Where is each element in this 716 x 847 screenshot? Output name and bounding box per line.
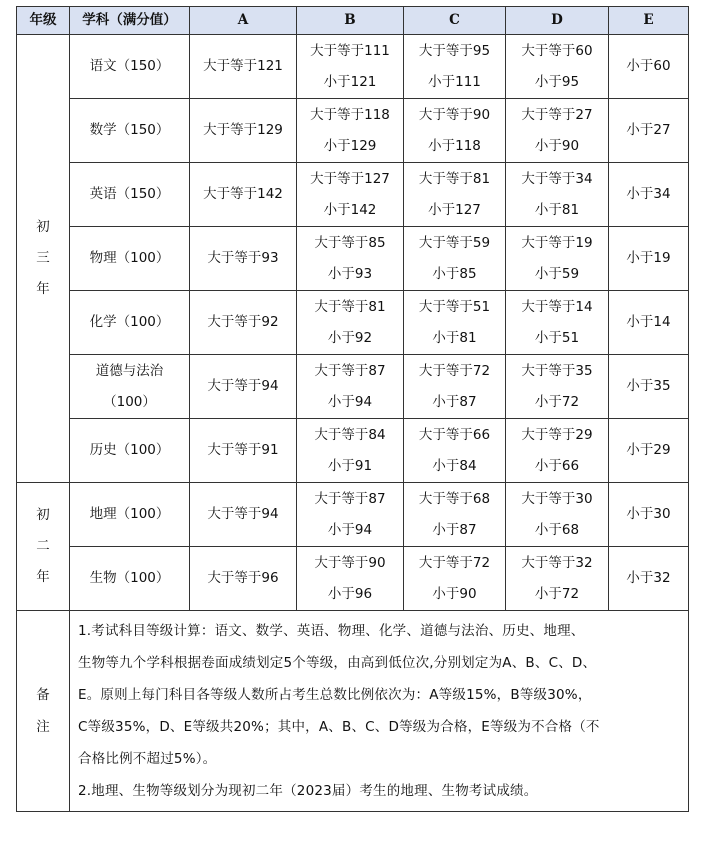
subject-cell: 化学（100） bbox=[70, 291, 190, 355]
subject-cell: 历史（100） bbox=[70, 419, 190, 483]
grade-a-cell: 大于等于92 bbox=[190, 291, 297, 355]
subject-cell: 生物（100） bbox=[70, 547, 190, 611]
range-lower: 大于等于59 bbox=[418, 234, 491, 251]
grade-a-cell: 大于等于94 bbox=[190, 483, 297, 547]
grade-c-cell bbox=[404, 35, 506, 99]
grade-b-cell bbox=[297, 163, 404, 227]
grade-c-cell bbox=[404, 355, 506, 419]
grade-b-cell bbox=[297, 99, 404, 163]
grade-b-cell bbox=[297, 419, 404, 483]
subject-cell: 物理（100） bbox=[70, 227, 190, 291]
grade-d-cell bbox=[506, 227, 609, 291]
grade-c-cell bbox=[404, 227, 506, 291]
table-row bbox=[17, 483, 689, 547]
range-lower: 大于等于30 bbox=[521, 490, 593, 507]
range-upper: 小于68 bbox=[534, 521, 580, 538]
grade-e-cell: 小于32 bbox=[609, 547, 689, 611]
range-lower: 大于等于19 bbox=[521, 234, 593, 251]
range-lower: 大于等于87 bbox=[314, 490, 386, 507]
table-row bbox=[17, 547, 689, 611]
range-lower: 大于等于81 bbox=[314, 298, 386, 315]
grade-a-cell: 大于等于129 bbox=[190, 99, 297, 163]
grade-a-cell: 大于等于93 bbox=[190, 227, 297, 291]
grade-e-cell: 小于19 bbox=[609, 227, 689, 291]
subject-cell: 数学（150） bbox=[70, 99, 190, 163]
note-line: 生物等九个学科根据卷面成绩划定5个等级，由高到低位次,分别划定为A、B、C、D、 bbox=[78, 655, 597, 671]
grade-e-cell: 小于14 bbox=[609, 291, 689, 355]
grade-c-cell bbox=[404, 483, 506, 547]
grade-e-cell: 小于34 bbox=[609, 163, 689, 227]
range-lower: 大于等于29 bbox=[521, 426, 593, 443]
subject-score: （100） bbox=[103, 393, 156, 410]
grade-cell-chuer bbox=[17, 483, 70, 611]
subject-cell: 地理（100） bbox=[70, 483, 190, 547]
range-upper: 小于66 bbox=[534, 457, 580, 474]
grade-c-cell bbox=[404, 163, 506, 227]
table-row bbox=[17, 99, 689, 163]
range-upper: 小于90 bbox=[534, 137, 580, 154]
grade-d-cell bbox=[506, 419, 609, 483]
grade-b-cell bbox=[297, 483, 404, 547]
grade-a-cell: 大于等于121 bbox=[190, 35, 297, 99]
header-a: A bbox=[190, 7, 297, 35]
range-lower: 大于等于68 bbox=[418, 490, 491, 507]
grade-cell-chusan bbox=[17, 35, 70, 483]
grade-table-container bbox=[16, 6, 688, 812]
range-upper: 小于111 bbox=[428, 73, 481, 90]
note-line: 合格比例不超过5%）。 bbox=[78, 751, 217, 767]
grade-c-cell bbox=[404, 419, 506, 483]
grade-b-cell bbox=[297, 291, 404, 355]
range-lower: 大于等于14 bbox=[521, 298, 593, 315]
header-subject: 学科（满分值） bbox=[70, 7, 190, 35]
range-upper: 小于127 bbox=[428, 201, 481, 218]
notes-label-char: 注 bbox=[36, 719, 50, 735]
notes-content bbox=[70, 611, 689, 812]
header-c: C bbox=[404, 7, 506, 35]
grade-d-cell bbox=[506, 547, 609, 611]
grade-b-cell bbox=[297, 547, 404, 611]
note-line: C等级35%，D、E等级共20%；其中，A、B、C、D等级为合格，E等级为不合格（不 bbox=[78, 719, 600, 735]
header-grade: 年级 bbox=[17, 7, 70, 35]
table-row bbox=[17, 163, 689, 227]
range-lower: 大于等于51 bbox=[418, 298, 491, 315]
grade-b-cell bbox=[297, 35, 404, 99]
table-row bbox=[17, 291, 689, 355]
header-d: D bbox=[506, 7, 609, 35]
range-upper: 小于81 bbox=[432, 329, 477, 346]
grade-char: 二 bbox=[36, 538, 50, 554]
grade-e-cell: 小于29 bbox=[609, 419, 689, 483]
range-lower: 大于等于72 bbox=[418, 554, 491, 571]
grade-d-cell bbox=[506, 355, 609, 419]
subject-cell bbox=[70, 355, 190, 419]
range-upper: 小于90 bbox=[432, 585, 477, 602]
subject-name: 道德与法治 bbox=[95, 362, 164, 379]
table-row bbox=[17, 227, 689, 291]
range-upper: 小于96 bbox=[327, 585, 373, 602]
grade-char: 年 bbox=[36, 569, 50, 585]
grade-char: 初 bbox=[36, 219, 50, 235]
range-lower: 大于等于90 bbox=[418, 106, 491, 123]
range-lower: 大于等于84 bbox=[314, 426, 386, 443]
grade-b-cell bbox=[297, 355, 404, 419]
grade-b-cell bbox=[297, 227, 404, 291]
range-upper: 小于51 bbox=[534, 329, 580, 346]
note-line: 1.考试科目等级计算：语文、数学、英语、物理、化学、道德与法治、历史、地理、 bbox=[78, 623, 585, 639]
range-lower: 大于等于111 bbox=[310, 42, 390, 59]
grade-d-cell bbox=[506, 483, 609, 547]
grade-a-cell: 大于等于96 bbox=[190, 547, 297, 611]
grade-char: 年 bbox=[36, 281, 50, 297]
range-lower: 大于等于85 bbox=[314, 234, 386, 251]
range-upper: 小于121 bbox=[323, 73, 377, 90]
grade-e-cell: 小于27 bbox=[609, 99, 689, 163]
range-upper: 小于81 bbox=[534, 201, 580, 218]
range-upper: 小于95 bbox=[534, 73, 580, 90]
note-line: E。原则上每门科目各等级人数所占考生总数比例依次为：A等级15%，B等级30%， bbox=[78, 687, 592, 703]
note-line: 2.地理、生物等级划分为现初二年（2023届）考生的地理、生物考试成绩。 bbox=[78, 783, 538, 799]
grade-char: 三 bbox=[36, 250, 50, 266]
range-lower: 大于等于127 bbox=[310, 170, 390, 187]
range-upper: 小于129 bbox=[323, 137, 377, 154]
grade-a-cell: 大于等于142 bbox=[190, 163, 297, 227]
range-upper: 小于72 bbox=[534, 393, 580, 410]
notes-row bbox=[17, 611, 689, 812]
table-row bbox=[17, 355, 689, 419]
notes-label-char: 备 bbox=[36, 687, 50, 703]
table-row bbox=[17, 35, 689, 99]
grade-e-cell: 小于35 bbox=[609, 355, 689, 419]
grade-d-cell bbox=[506, 35, 609, 99]
range-lower: 大于等于27 bbox=[521, 106, 593, 123]
grade-char: 初 bbox=[36, 507, 50, 523]
range-lower: 大于等于66 bbox=[418, 426, 491, 443]
range-lower: 大于等于118 bbox=[310, 106, 390, 123]
range-upper: 小于72 bbox=[534, 585, 580, 602]
range-upper: 小于142 bbox=[323, 201, 377, 218]
range-upper: 小于118 bbox=[428, 137, 481, 154]
subject-cell: 语文（150） bbox=[70, 35, 190, 99]
range-lower: 大于等于87 bbox=[314, 362, 386, 379]
header-e: E bbox=[609, 7, 689, 35]
range-lower: 大于等于81 bbox=[418, 170, 491, 187]
grade-e-cell: 小于30 bbox=[609, 483, 689, 547]
header-row bbox=[17, 7, 689, 35]
subject-cell: 英语（150） bbox=[70, 163, 190, 227]
range-upper: 小于85 bbox=[432, 265, 477, 282]
header-b: B bbox=[297, 7, 404, 35]
range-upper: 小于93 bbox=[327, 265, 373, 282]
range-lower: 大于等于35 bbox=[521, 362, 593, 379]
notes-label-cell bbox=[17, 611, 70, 812]
range-upper: 小于84 bbox=[432, 457, 477, 474]
table-row bbox=[17, 419, 689, 483]
range-lower: 大于等于90 bbox=[314, 554, 386, 571]
grade-d-cell bbox=[506, 163, 609, 227]
range-upper: 小于87 bbox=[432, 393, 477, 410]
grade-c-cell bbox=[404, 547, 506, 611]
grade-a-cell: 大于等于94 bbox=[190, 355, 297, 419]
range-upper: 小于94 bbox=[327, 521, 373, 538]
range-upper: 小于59 bbox=[534, 265, 580, 282]
range-lower: 大于等于34 bbox=[521, 170, 593, 187]
range-upper: 小于94 bbox=[327, 393, 373, 410]
range-upper: 小于91 bbox=[327, 457, 373, 474]
grade-d-cell bbox=[506, 99, 609, 163]
grade-d-cell bbox=[506, 291, 609, 355]
grade-e-cell: 小于60 bbox=[609, 35, 689, 99]
grade-c-cell bbox=[404, 99, 506, 163]
range-lower: 大于等于60 bbox=[521, 42, 593, 59]
grade-c-cell bbox=[404, 291, 506, 355]
range-upper: 小于87 bbox=[432, 521, 477, 538]
range-lower: 大于等于72 bbox=[418, 362, 491, 379]
grade-a-cell: 大于等于91 bbox=[190, 419, 297, 483]
grade-table bbox=[16, 6, 689, 812]
range-upper: 小于92 bbox=[327, 329, 373, 346]
range-lower: 大于等于32 bbox=[521, 554, 593, 571]
range-lower: 大于等于95 bbox=[418, 42, 491, 59]
